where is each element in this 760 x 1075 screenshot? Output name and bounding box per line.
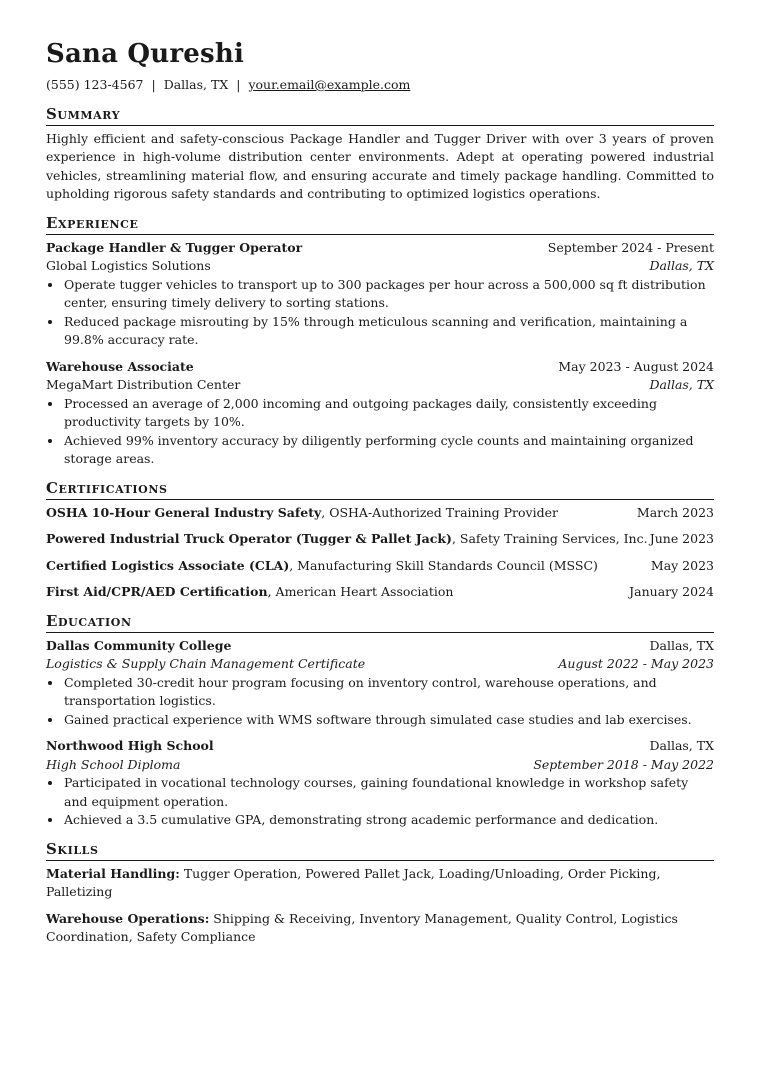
contact-separator: | — [151, 77, 156, 92]
education-entry — [46, 637, 714, 730]
certification-issuer: , American Heart Association — [267, 584, 454, 599]
school-location: Dallas, TX — [649, 637, 714, 653]
skill-group — [46, 865, 714, 902]
section-title-skills: Skills — [46, 840, 714, 861]
section-title-certifications: Certifications — [46, 479, 714, 500]
certification-date: January 2024 — [629, 584, 714, 599]
school-location: Dallas, TX — [649, 738, 714, 753]
skill-group-items: Tugger Operation, Powered Pallet Jack, Loading/Unloading, Order Picking, Palletizing — [46, 865, 661, 899]
bullet-item: • Achieved a 3.5 cumulative GPA, demonstrating strong academic performance and dedication. — [63, 811, 714, 830]
bullet-item: • Participated in vocational technology courses, gaining foundational knowledge in workshop safety and equipment operation. — [63, 774, 714, 811]
bullet-item: • Operate tugger vehicles to transport up to 300 packages per hour across a 500,000 sq ft distribution center, ensuring timely delivery to sorting stations. — [63, 276, 714, 313]
bullet-item: • Completed 30-credit hour program focusing on inventory control, warehouse operations, and transportation logistics. — [63, 674, 714, 711]
job-company: Global Logistics Solutions — [46, 258, 211, 273]
certification-name: Certified Logistics Associate (CLA) — [46, 557, 290, 573]
job-title: Warehouse Associate — [46, 358, 194, 374]
education-section — [46, 612, 714, 830]
school-program-row — [46, 756, 714, 775]
certification-item — [46, 504, 714, 523]
summary-section — [46, 105, 714, 204]
job-header-row — [46, 358, 714, 377]
skills-section — [46, 840, 714, 947]
school-dates: August 2022 - May 2023 — [558, 656, 714, 671]
contact-line — [46, 76, 714, 95]
school-program-row — [46, 655, 714, 674]
school-header-row — [46, 637, 714, 656]
section-title-experience: Experience — [46, 214, 714, 235]
school-program: Logistics & Supply Chain Management Certificate — [46, 656, 366, 671]
certification-name: Powered Industrial Truck Operator (Tugger & Pallet Jack) — [46, 531, 452, 546]
candidate-name: Sana Qureshi — [46, 39, 245, 69]
school-name: Northwood High School — [46, 738, 214, 753]
job-entry — [46, 239, 714, 350]
skill-group-items: Shipping & Receiving, Inventory Management, Quality Control, Logistics Coordination, Safety Compliance — [46, 910, 678, 944]
section-title-education: Education — [46, 612, 714, 633]
certification-date: May 2023 — [650, 557, 714, 573]
certification-issuer: , Safety Training Services, Inc. — [451, 531, 648, 546]
job-bullets — [46, 276, 714, 350]
location: Dallas, TX — [163, 77, 229, 92]
job-company: MegaMart Distribution Center — [46, 377, 241, 392]
education-entry — [46, 737, 714, 830]
school-header-row — [46, 737, 714, 756]
job-title: Package Handler & Tugger Operator — [46, 239, 303, 255]
job-header-row — [46, 239, 714, 258]
job-dates: September 2024 - Present — [547, 239, 714, 255]
job-location: Dallas, TX — [649, 377, 714, 392]
job-location: Dallas, TX — [649, 258, 714, 273]
bullet-item: • Reduced package misrouting by 15% through meticulous scanning and verification, maintaining a 99.8% accuracy rate. — [63, 313, 714, 350]
school-name: Dallas Community College — [46, 637, 232, 653]
phone-number: (555) 123-4567 — [46, 77, 144, 92]
skill-group-label: Material Handling: — [46, 865, 180, 881]
section-title-summary: Summary — [46, 105, 714, 126]
experience-section — [46, 214, 714, 469]
certification-item — [46, 583, 714, 602]
job-company-row — [46, 257, 714, 276]
bullet-item: • Achieved 99% inventory accuracy by diligently performing cycle counts and maintaining organized storage areas. — [63, 432, 714, 469]
bullet-item: • Gained practical experience with WMS software through simulated case studies and lab exercises. — [63, 711, 714, 730]
certification-issuer: , Manufacturing Skill Standards Council (MSSC) — [289, 557, 598, 573]
contact-separator: | — [236, 77, 241, 92]
education-bullets — [46, 774, 714, 830]
job-company-row — [46, 376, 714, 395]
job-bullets — [46, 395, 714, 469]
job-entry — [46, 358, 714, 469]
certification-date: June 2023 — [649, 531, 714, 546]
certification-issuer: , OSHA-Authorized Training Provider — [321, 504, 558, 520]
certifications-section — [46, 479, 714, 602]
education-bullets — [46, 674, 714, 730]
skill-group — [46, 910, 714, 947]
certification-name: First Aid/CPR/AED Certification — [46, 584, 268, 599]
certification-name: OSHA 10-Hour General Industry Safety — [46, 504, 322, 520]
email-link[interactable]: your.email@example.com — [248, 77, 411, 92]
certification-item — [46, 557, 714, 576]
certification-date: March 2023 — [636, 504, 714, 520]
summary-text: Highly efficient and safety-conscious Package Handler and Tugger Driver with over 3 years of proven experience in high-volume distribution center environments. Adept at operating powered industrial vehicles, streamlining material flow, and ensuring accurate and timely package handling. Committed to upholding rigorous safety standards and contributing to optimized logistics operations. — [46, 130, 714, 201]
school-dates: September 2018 - May 2022 — [533, 756, 714, 772]
skill-group-label: Warehouse Operations: — [46, 910, 210, 926]
bullet-item: • Processed an average of 2,000 incoming and outgoing packages daily, consistently exceeding productivity targets by 10%. — [63, 395, 714, 432]
certification-item — [46, 530, 714, 549]
school-program: High School Diploma — [46, 756, 181, 772]
job-dates: May 2023 - August 2024 — [558, 358, 714, 374]
